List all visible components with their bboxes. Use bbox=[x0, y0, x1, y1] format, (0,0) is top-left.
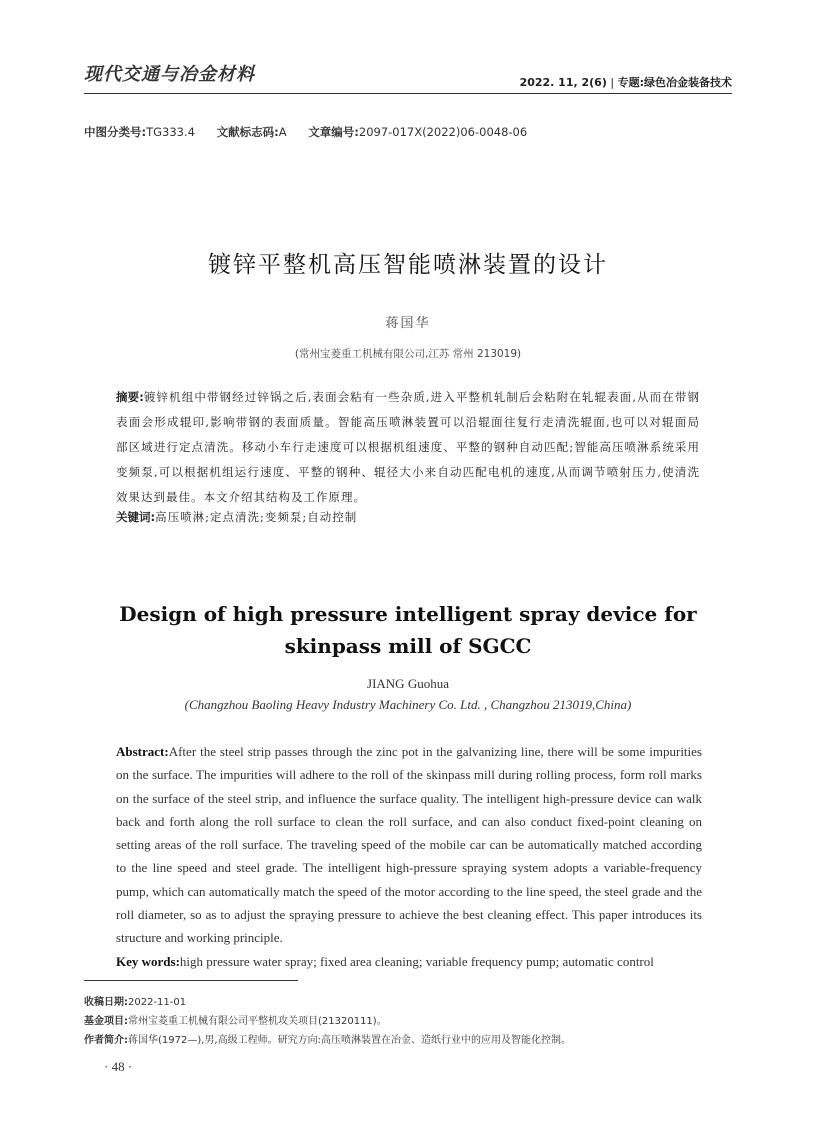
bio-value: 蒋国华(1972—),男,高级工程师。研究方向:高压喷淋装置在冶金、造纸行业中的应用及智能化控制。 bbox=[128, 1035, 571, 1046]
keywords-chinese-text: 高压喷淋;定点清洗;变频泵;自动控制 bbox=[155, 510, 358, 524]
author-bio bbox=[84, 1031, 732, 1050]
affiliation-chinese: (常州宝菱重工机械有限公司,江苏 常州 213019) bbox=[294, 348, 522, 360]
abstract-english bbox=[116, 740, 702, 950]
clc-label: 中图分类号: bbox=[84, 125, 147, 139]
title-chinese: 镀锌平整机高压智能喷淋装置的设计 bbox=[208, 252, 608, 278]
article-no-label: 文章编号: bbox=[308, 125, 359, 139]
clc-value: TG333.4 bbox=[146, 125, 195, 139]
author-chinese: 蒋国华 bbox=[385, 316, 431, 331]
abstract-chinese-label: 摘要: bbox=[116, 390, 144, 404]
bio-label: 作者简介: bbox=[84, 1035, 128, 1046]
footnote-rule bbox=[84, 980, 298, 981]
issue-number: 2022. 11, 2(6) bbox=[519, 76, 607, 89]
journal-logo: 现代交通与冶金材料 bbox=[84, 64, 255, 85]
keywords-english-label: Key words: bbox=[116, 954, 180, 969]
header-issue-info bbox=[520, 74, 732, 90]
header-rule bbox=[84, 93, 732, 94]
abstract-chinese-text: 镀锌机组中带钢经过锌锅之后,表面会粘有一些杂质,进入平整机轧制后会粘附在轧辊表面,从而在带钢表面会形成辊印,影响带钢的表面质量。智能高压喷淋装置可以沿辊面往复行走清洗辊面,也可以对辊面局部区域进行定点清洗。移动小车行走速度可以根据机组速度、平整的钢种自动匹配;智能高压喷淋系统采用变频泵,可以根据机组运行速度、平整的钢种、辊径大小来自动匹配电机的速度,从而调节喷射压力,使清洗效果达到最佳。本文介绍其结构及工作原理。 bbox=[116, 390, 700, 504]
doc-code-label: 文献标志码: bbox=[216, 125, 279, 139]
classification-line bbox=[84, 124, 527, 140]
doc-code-value: A bbox=[278, 125, 287, 139]
abstract-chinese bbox=[116, 385, 700, 510]
header-separator: | bbox=[610, 76, 615, 89]
keywords-chinese-label: 关键词: bbox=[116, 510, 156, 524]
keywords-english bbox=[116, 954, 716, 970]
article-no-value: 2097-017X(2022)06-0048-06 bbox=[358, 125, 528, 139]
received-value: 2022-11-01 bbox=[128, 997, 187, 1008]
affiliation-english: (Changzhou Baoling Heavy Industry Machinery Co. Ltd. , Changzhou 213019,China) bbox=[184, 697, 632, 712]
received-date bbox=[84, 993, 732, 1012]
fund-label: 基金项目: bbox=[84, 1016, 128, 1027]
footnotes bbox=[84, 993, 732, 1050]
keywords-chinese bbox=[116, 509, 700, 525]
title-english: Design of high pressure intelligent spray device for skinpass mill of SGCC bbox=[119, 602, 697, 658]
received-label: 收稿日期: bbox=[84, 997, 128, 1008]
abstract-english-label: Abstract: bbox=[116, 744, 169, 759]
author-english: JIANG Guohua bbox=[367, 676, 449, 691]
special-topic: 专题:绿色冶金装备技术 bbox=[617, 76, 732, 89]
fund-value: 常州宝菱重工机械有限公司平整机攻关项目(21320111)。 bbox=[128, 1016, 387, 1027]
fund-project bbox=[84, 1012, 732, 1031]
page-number: · 48 · bbox=[104, 1059, 133, 1074]
abstract-english-text: After the steel strip passes through the zinc pot in the galvanizing line, there will be some impurities on the surface. The impurities will adhere to the roll of the skinpass mill during rolling process, form roll marks on the surface of the steel strip, and influence the surface quality. The intelligent high-pressure device can walk back and forth along the roll surface to clean the roll surface, and can also conduct fixed-point cleaning on setting areas of the roll surface. The traveling speed of the mobile car can be automatically matched according to the line speed and steel grade. The intelligent high-pressure spraying system adopts a variable-frequency pump, which can automatically match the speed of the motor according to the line speed, the steel grade and the roll diameter, so as to adjust the spraying pressure to achieve the best cleaning effect. This paper introduces its structure and working principle. bbox=[116, 744, 702, 946]
keywords-english-text: high pressure water spray; fixed area cleaning; variable frequency pump; automatic control bbox=[179, 954, 654, 969]
